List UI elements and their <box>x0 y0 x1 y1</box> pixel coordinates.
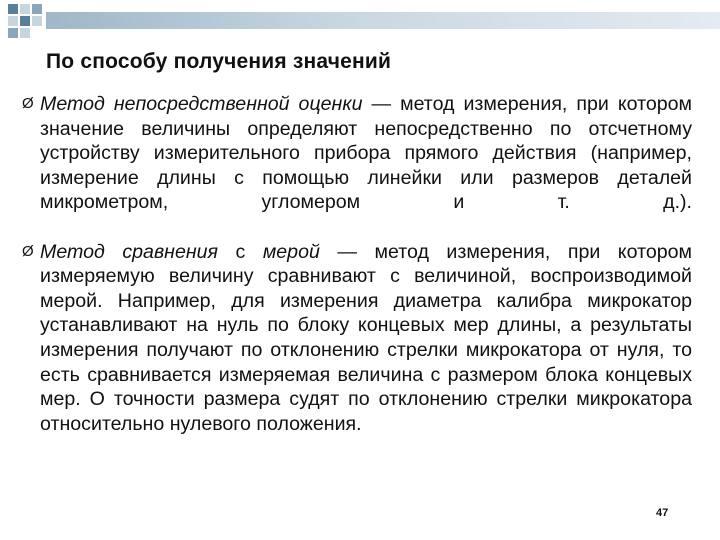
item-text: — метод измерения, при котором измеряемую величину сравнивают с величиной, воспроизводимой мерой. Например, для измерения диаметра калибра микрокатор устанавливают на нуль по блоку концевых мер длины, а результаты измерения получают по отклонению стрелки микрокатора от нуля, то есть сравнивается измеряемая величина с размером блока концевых мер. О точности размера судят по отклонению стрелки микрокатора относительно нулевого положения. <box>40 240 692 435</box>
item-text: — метод измерения, при котором значение величины определяют непосредственно по отсчетному устройству измерительного прибора прямого действия (например, измерение длины с помощью линейки или размеров деталей микрометром, угломером и т. д.). <box>40 93 692 214</box>
list-item <box>22 92 692 240</box>
arrow-bullet-icon: Ø <box>22 242 34 260</box>
page-number: 47 <box>656 507 669 519</box>
item-connector: с <box>218 240 263 263</box>
term-label: Метод непосредственной оценки <box>40 93 363 115</box>
slide-title: По способу получения значений <box>46 50 392 73</box>
term-label-2: мерой <box>262 240 320 263</box>
header-bar <box>46 12 720 29</box>
term-label: Метод сравнения <box>40 240 218 263</box>
list-item <box>22 240 692 437</box>
slide-content <box>22 92 692 436</box>
arrow-bullet-icon: Ø <box>22 95 34 112</box>
